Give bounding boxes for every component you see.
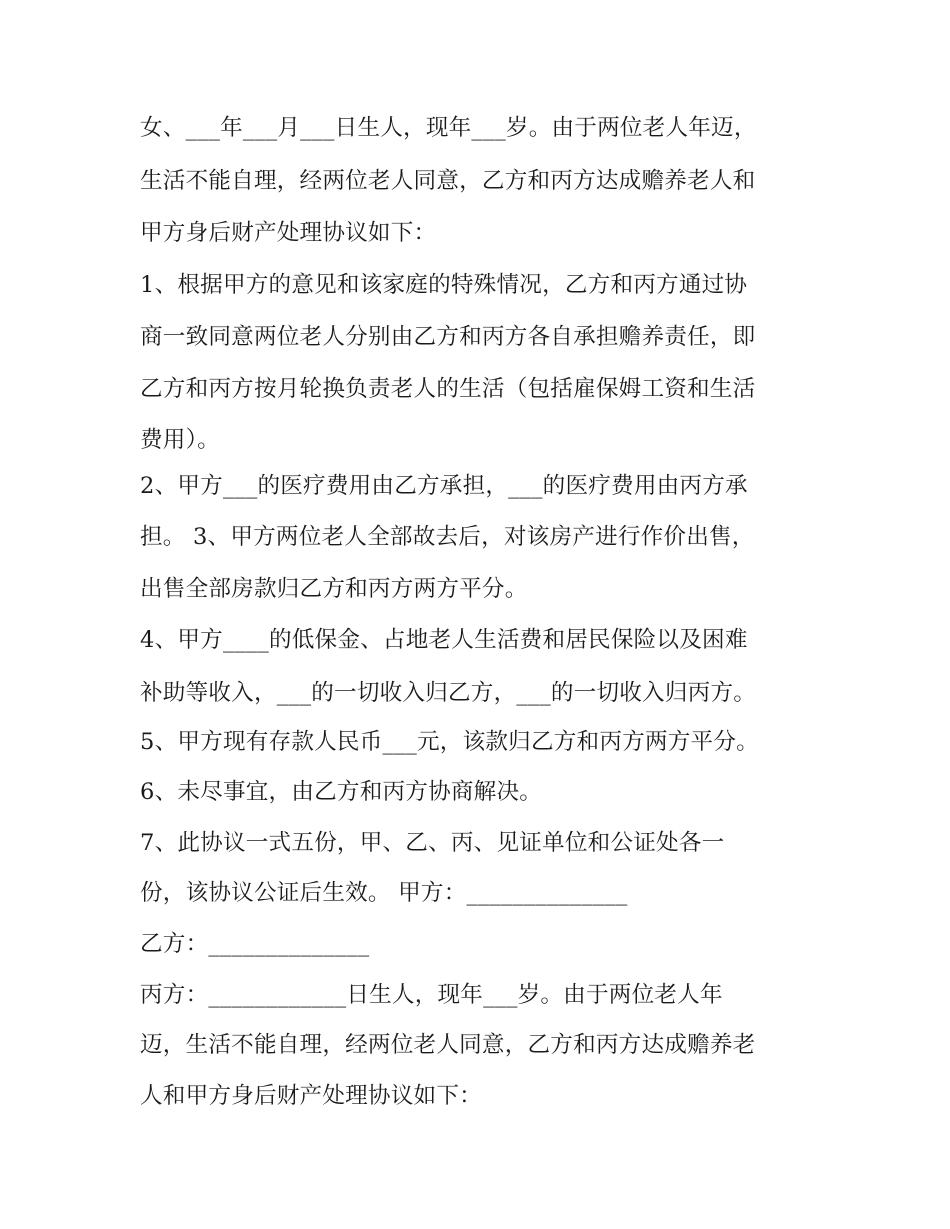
text-line-16: 份，该协议公证后生效。 甲方：______________ [140,880,628,906]
text-line-10: 出售全部房款归乙方和丙方两方平分。 [140,576,528,602]
text-line-6: 乙方和丙方按月轮换负责老人的生活（包括雇保姆工资和生活 [140,376,756,402]
text-line-1: 女、___年___月___日生人，现年___岁。由于两位老人年迈， [140,115,757,141]
text-line-15: 7、此协议一式五份，甲、乙、丙、见证单位和公证处各一 [140,830,725,856]
text-line-19: 迈，生活不能自理，经两位老人同意，乙方和丙方达成赡养老 [140,1032,756,1058]
text-line-2: 生活不能自理，经两位老人同意，乙方和丙方达成赡养老人和 [140,168,756,194]
text-line-5: 商一致同意两位老人分别由乙方和丙方各自承担赡养责任，即 [140,324,756,350]
text-line-12: 补助等收入，___的一切收入归乙方，___的一切收入归丙方。 [140,680,757,706]
text-line-9: 担。 3、甲方两位老人全部故去后，对该房产进行作价出售， [140,524,755,550]
text-line-11: 4、甲方____的低保金、占地老人生活费和居民保险以及困难 [140,627,748,653]
text-line-20: 人和甲方身后财产处理协议如下： [140,1083,482,1109]
text-line-14: 6、未尽事宜，由乙方和丙方协商解决。 [140,779,543,805]
text-line-7: 费用）。 [140,427,220,453]
text-line-4: 1、根据甲方的意见和该家庭的特殊情况，乙方和丙方通过协 [140,272,748,298]
text-line-13: 5、甲方现有存款人民币___元，该款归乙方和丙方两方平分。 [140,729,759,755]
text-line-3: 甲方身后财产处理协议如下： [140,220,437,246]
text-line-18: 丙方：____________日生人，现年___岁。由于两位老人年 [140,982,723,1008]
text-line-17: 乙方：______________ [140,931,370,957]
text-line-8: 2、甲方___的医疗费用由乙方承担，___的医疗费用由丙方承 [140,473,748,499]
